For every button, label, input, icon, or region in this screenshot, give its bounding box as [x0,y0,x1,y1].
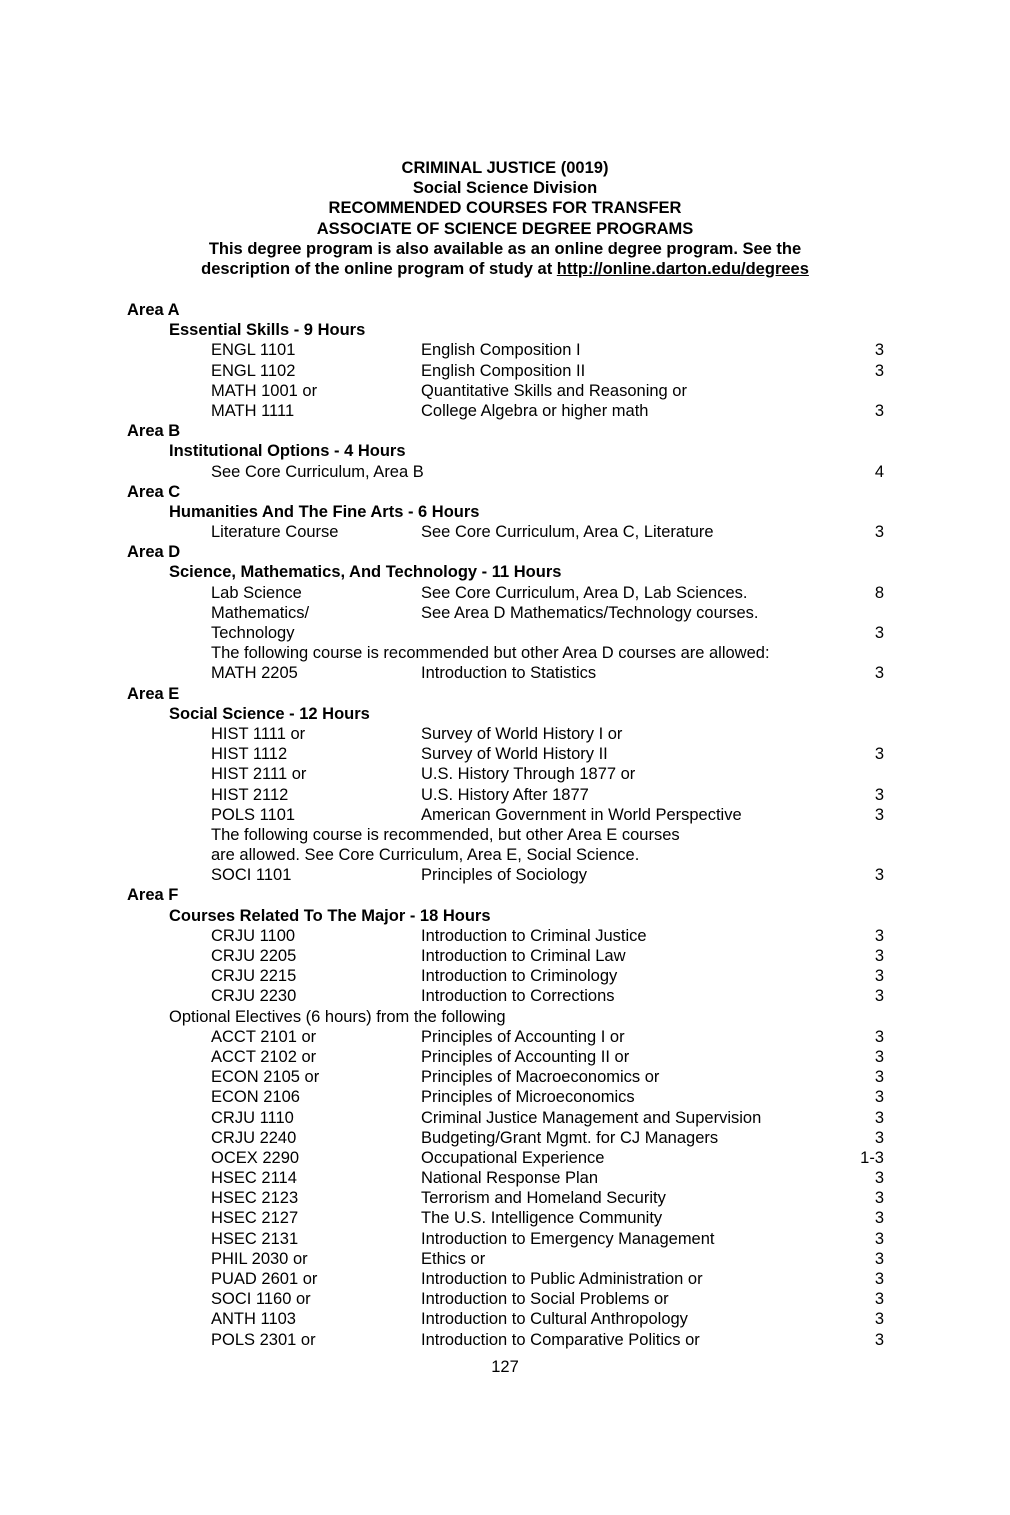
course-hours: 3 [874,1310,884,1329]
course-row [0,966,1010,986]
course-hours: 3 [874,1088,884,1107]
course-code: CRJU 1110 [211,1108,294,1127]
course-row [0,946,1010,966]
course-hours: 3 [874,785,884,804]
course-code: MATH 2205 [211,664,298,683]
program-title: CRIMINAL JUSTICE (0019) [401,159,609,177]
course-code: HIST 1111 or [211,724,306,743]
document-header [120,158,890,279]
course-hours: 3 [874,1128,884,1147]
course-code: ENGL 1101 [211,341,296,360]
course-hours: 3 [874,1229,884,1248]
course-code: ACCT 2102 or [211,1047,317,1066]
course-code: Lab Science [211,583,302,602]
course-title: English Composition II [421,361,586,380]
course-code: OCEX 2290 [211,1148,300,1167]
course-code: PHIL 2030 or [211,1249,308,1268]
course-row [0,603,1010,623]
course-title: Occupational Experience [421,1148,605,1167]
course-row [0,986,1010,1006]
course-title: Terrorism and Homeland Security [421,1189,666,1208]
course-code: HIST 2112 [211,785,289,804]
note-text: The following course is recommended but other Area D courses are allowed: [211,644,770,663]
course-title: Survey of World History II [421,745,608,764]
course-hours: 3 [874,1270,884,1288]
course-row [0,623,1010,643]
course-row [0,1108,1010,1128]
course-title: American Government in World Perspective [421,805,742,824]
course-title: Survey of World History I or [421,724,623,743]
course-row [0,926,1010,946]
course-hours: 3 [874,745,884,764]
course-code: ACCT 2101 or [211,1027,317,1046]
course-row [0,1128,1010,1148]
degree-heading: ASSOCIATE OF SCIENCE DEGREE PROGRAMS [316,219,694,238]
area-heading: Area A [127,301,180,319]
course-hours: 3 [874,1249,884,1268]
course-title: U.S. History After 1877 [421,785,589,804]
course-title: Quantitative Skills and Reasoning or [421,381,687,400]
electives-heading: Optional Electives (6 hours) from the following [169,1007,506,1026]
course-title: Introduction to Corrections [421,987,615,1006]
course-hours: 3 [874,926,884,945]
course-code: CRJU 2230 [211,987,297,1006]
course-code: CRJU 1100 [211,926,296,945]
course-code: MATH 1001 or [211,381,318,400]
course-row [0,663,1010,683]
course-hours: 3 [874,987,884,1006]
course-code: Literature Course [211,523,339,542]
course-row [0,785,1010,805]
course-hours: 3 [874,1068,884,1087]
recommended-heading: RECOMMENDED COURSES FOR TRANSFER [328,199,682,218]
course-list [0,300,1010,1350]
area-heading: Area C [127,482,181,501]
course-title: U.S. History Through 1877 or [421,765,636,784]
course-code: MATH 1111 [211,401,295,420]
course-code: HIST 2111 or [211,765,307,784]
course-hours: 3 [874,341,884,360]
course-row [0,401,1010,421]
course-title: Introduction to Public Administration or [421,1270,703,1288]
course-title: Budgeting/Grant Mgmt. for CJ Managers [421,1128,719,1147]
course-title: Principles of Accounting I or [421,1027,625,1046]
course-title: National Response Plan [421,1169,599,1188]
course-row [0,522,1010,542]
area-heading: Area B [127,422,181,441]
course-code: PUAD 2601 or [211,1270,318,1288]
course-row [0,1087,1010,1107]
course-title: Principles of Microeconomics [421,1088,635,1107]
course-row [0,340,1010,360]
online-note-line2 [120,259,890,279]
course-title: Introduction to Social Problems or [421,1290,669,1309]
course-row [0,1148,1010,1168]
course-hours: 3 [874,624,884,642]
course-row [0,805,1010,825]
course-hours: 3 [874,1330,884,1349]
course-code: See Core Curriculum, Area B [211,462,424,481]
area-heading: Area E [127,684,180,703]
course-hours: 4 [874,462,884,481]
course-hours: 3 [874,401,884,420]
course-row [0,1188,1010,1208]
course-row [0,1208,1010,1228]
note-text: are allowed. See Core Curriculum, Area E, Social Science. [211,846,640,865]
course-title: Introduction to Criminology [421,967,618,986]
course-hours: 3 [874,1290,884,1309]
course-title: The U.S. Intelligence Community [421,1209,663,1228]
course-code: ECON 2105 or [211,1068,320,1087]
course-code: ANTH 1103 [211,1310,296,1329]
course-code: CRJU 2215 [211,967,297,986]
course-code: POLS 2301 or [211,1330,316,1349]
course-row [0,1168,1010,1188]
course-row [0,1027,1010,1047]
course-hours: 3 [874,1209,884,1228]
section-heading: Essential Skills - 9 Hours [169,321,366,340]
section-heading: Courses Related To The Major - 18 Hours [169,906,491,925]
course-hours: 3 [874,805,884,824]
course-row [0,744,1010,764]
course-code: SOCI 1160 or [211,1290,311,1309]
course-code: CRJU 2240 [211,1128,297,1147]
course-code: HIST 1112 [211,745,288,764]
course-title: Principles of Sociology [421,866,587,885]
course-title: College Algebra or higher math [421,401,649,420]
division-name: Social Science Division [412,179,598,198]
course-hours: 3 [874,866,884,885]
section-heading: Institutional Options - 4 Hours [169,442,406,461]
course-code: HSEC 2131 [211,1229,299,1248]
note-text: The following course is recommended, but other Area E courses [211,825,680,844]
course-row [0,1067,1010,1087]
course-code: POLS 1101 [211,805,296,824]
course-code: HSEC 2127 [211,1209,299,1228]
course-code: HSEC 2123 [211,1189,299,1208]
course-title: Introduction to Statistics [421,664,597,683]
course-title: Introduction to Criminal Law [421,947,626,965]
course-row [0,1330,1010,1350]
course-title: See Core Curriculum, Area D, Lab Sciences. [421,583,748,602]
course-row [0,462,1010,482]
course-code: CRJU 2205 [211,947,297,965]
course-hours: 1-3 [860,1148,884,1167]
online-note-prefix: description of the online program of study at [201,260,557,279]
course-row [0,1269,1010,1289]
course-row [0,361,1010,381]
course-hours: 8 [874,583,884,602]
course-row [0,1249,1010,1269]
course-row [0,865,1010,885]
online-note-line1: This degree program is also available as an online degree program. See the [208,239,802,258]
course-title: Criminal Justice Management and Supervision [421,1108,762,1127]
area-heading: Area D [127,543,181,562]
course-code: Mathematics/ [211,603,310,622]
course-code: Technology [211,624,295,642]
course-title: Ethics or [421,1249,486,1268]
course-title: Introduction to Cultural Anthropology [421,1310,688,1329]
course-row [0,381,1010,401]
course-hours: 3 [874,523,884,542]
online-degrees-link[interactable]: http://online.darton.edu/degrees [556,260,809,279]
course-row [0,764,1010,784]
course-row [0,1309,1010,1329]
course-title: Principles of Accounting II or [421,1047,630,1066]
course-hours: 3 [874,1047,884,1066]
section-heading: Social Science - 12 Hours [169,704,370,723]
course-title: Introduction to Criminal Justice [421,926,647,945]
course-hours: 3 [874,1108,884,1127]
course-title: Principles of Macroeconomics or [421,1068,660,1087]
course-hours: 3 [874,1189,884,1208]
course-hours: 3 [874,361,884,380]
course-hours: 3 [874,1027,884,1046]
course-code: ENGL 1102 [211,361,296,380]
course-title: English Composition I [421,341,581,360]
course-hours: 3 [874,967,884,986]
course-hours: 3 [874,1169,884,1188]
course-code: HSEC 2114 [211,1169,297,1188]
area-heading: Area F [127,886,179,905]
course-hours: 3 [874,664,884,683]
course-title: See Core Curriculum, Area C, Literature [421,523,714,542]
section-heading: Humanities And The Fine Arts - 6 Hours [169,502,480,521]
course-row [0,1229,1010,1249]
course-title: Introduction to Emergency Management [421,1229,715,1248]
course-code: ECON 2106 [211,1088,300,1107]
course-hours: 3 [874,947,884,965]
page-number: 127 [491,1358,519,1376]
course-row [0,1289,1010,1309]
course-row [0,583,1010,603]
course-title: See Area D Mathematics/Technology courses. [421,603,759,622]
course-title: Introduction to Comparative Politics or [421,1330,700,1349]
course-row [0,724,1010,744]
course-row [0,1047,1010,1067]
course-code: SOCI 1101 [211,866,292,885]
section-heading: Science, Mathematics, And Technology - 11 Hours [169,563,562,582]
